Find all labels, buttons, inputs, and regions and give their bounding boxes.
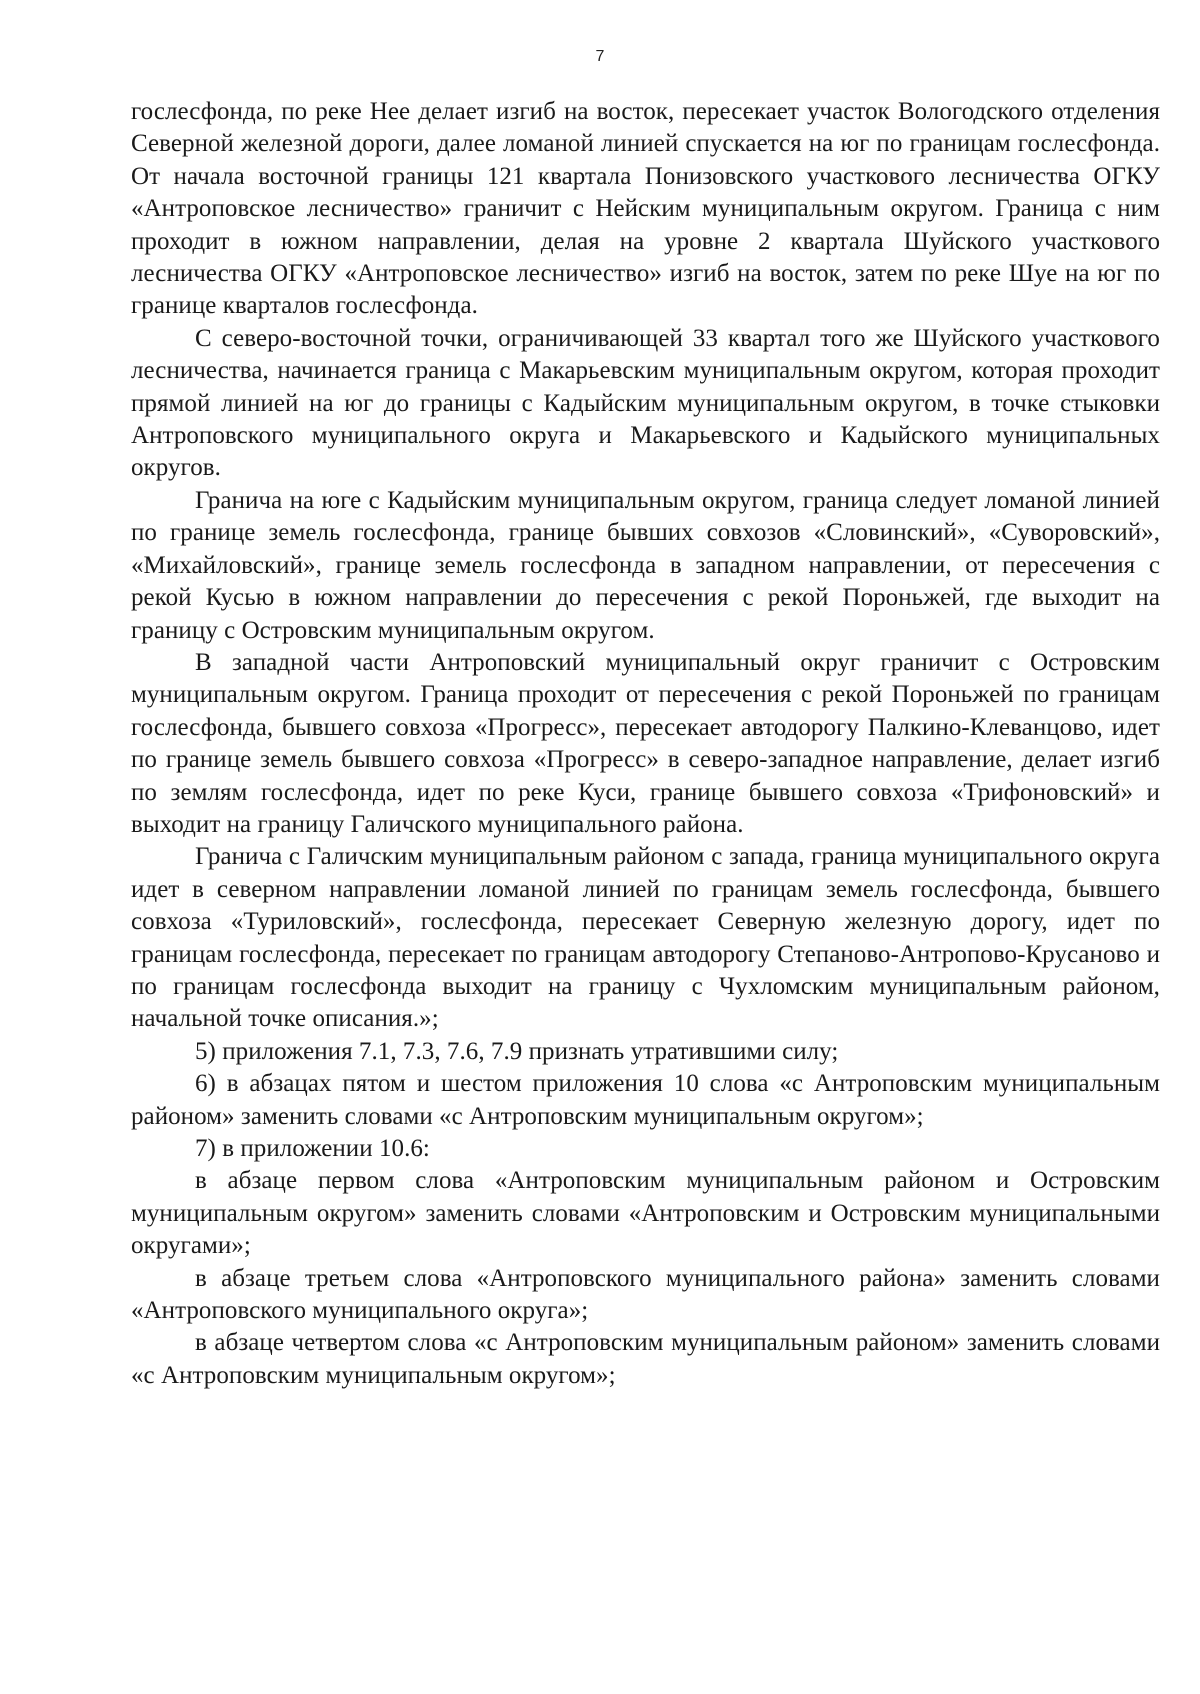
page-number: 7 <box>595 48 605 65</box>
amendment-paragraph-third: в абзаце третьем слова «Антроповского муниципального района» заменить словами «Антроповского муниципального округа»; <box>131 1264 1160 1325</box>
amendment-paragraph-first: в абзаце первом слова «Антроповским муниципальным районом и Островским муниципальным округом» заменить словами «Антроповским и Островским муниципальными округами»; <box>131 1167 1160 1260</box>
paragraph-galich-boundary: Гранича с Галичским муниципальным районом с запада, граница муниципального округа идет в северном направлении ломаной линией по границам земель гослесфонда, бывшего совхоза «Туриловский», гослесфонда, пересекает Северную железную дорогу, идет по границам гослесфонда, пересекает по границам автодорогу Степаново-Антропово-Крусаново и по границам гослесфонда выходит на границу с Чухломским муниципальным районом, начальной точке описания.»; <box>131 843 1160 1033</box>
amendment-paragraph-fourth: в абзаце четвертом слова «с Антроповским муниципальным районом» заменить словами «с Антроповским муниципальным округом»; <box>131 1329 1160 1389</box>
list-item-7: 7) в приложении 10.6: <box>195 1135 430 1162</box>
paragraph-makaryev-boundary: С северо-восточной точки, ограничивающей 33 квартал того же Шуйского участкового лесничества, начинается граница с Макарьевским муниципальным округом, которая проходит прямой линией на юг до границы с Кадыйским муниципальным округом, в точке стыковки Антроповского муниципального округа и Макарьевского и Кадыйского муниципальных округов. <box>131 324 1160 482</box>
list-item-5: 5) приложения 7.1, 7.3, 7.6, 7.9 признать утратившими силу; <box>195 1037 839 1065</box>
paragraph-boundary-continuation: гослесфонда, по реке Нее делает изгиб на восток, пересекает участок Вологодского отделения Северной железной дороги, далее ломаной линией спускается на юг по границам гослесфонда. От начала восточной границы 121 квартала Понизовского участкового лесничества ОГКУ «Антроповское лесничество» граничит с Нейским муниципальным округом. Граница с ним проходит в южном направлении, делая на уровне 2 квартала Шуйского участкового лесничества ОГКУ «Антроповское лесничество» изгиб на восток, затем по реке Шуе на юг по границе кварталов гослесфонда. <box>131 98 1160 320</box>
document-body <box>131 96 1160 1392</box>
paragraph-kadyy-boundary: Гранича на юге с Кадыйским муниципальным округом, граница следует ломаной линией по границе земель гослесфонда, границе бывших совхозов «Словинский», «Суворовский», «Михайловский», границе земель гослесфонда в западном направлении, от пересечения с рекой Кусью в южном направлении до пересечения с рекой Пороньжей, где выходит на границу с Островским муниципальным округом. <box>131 486 1160 644</box>
list-item-6: 6) в абзацах пятом и шестом приложения 10 слова «с Антроповским муниципальным районом» заменить словами «с Антроповским муниципальным округом»; <box>131 1070 1160 1130</box>
paragraph-ostrovskoe-boundary: В западной части Антроповский муниципальный округ граничит с Островским муниципальным округом. Граница проходит от пересечения с рекой Пороньжей по границам гослесфонда, бывшего совхоза «Прогресс», пересекает автодорогу Палкино-Клеванцово, идет по границе земель бывшего совхоза «Прогресс» в северо-западное направление, делает изгиб по землям гослесфонда, идет по реке Куси, границе бывшего совхоза «Трифоновский» и выходит на границу Галичского муниципального района. <box>131 648 1160 838</box>
